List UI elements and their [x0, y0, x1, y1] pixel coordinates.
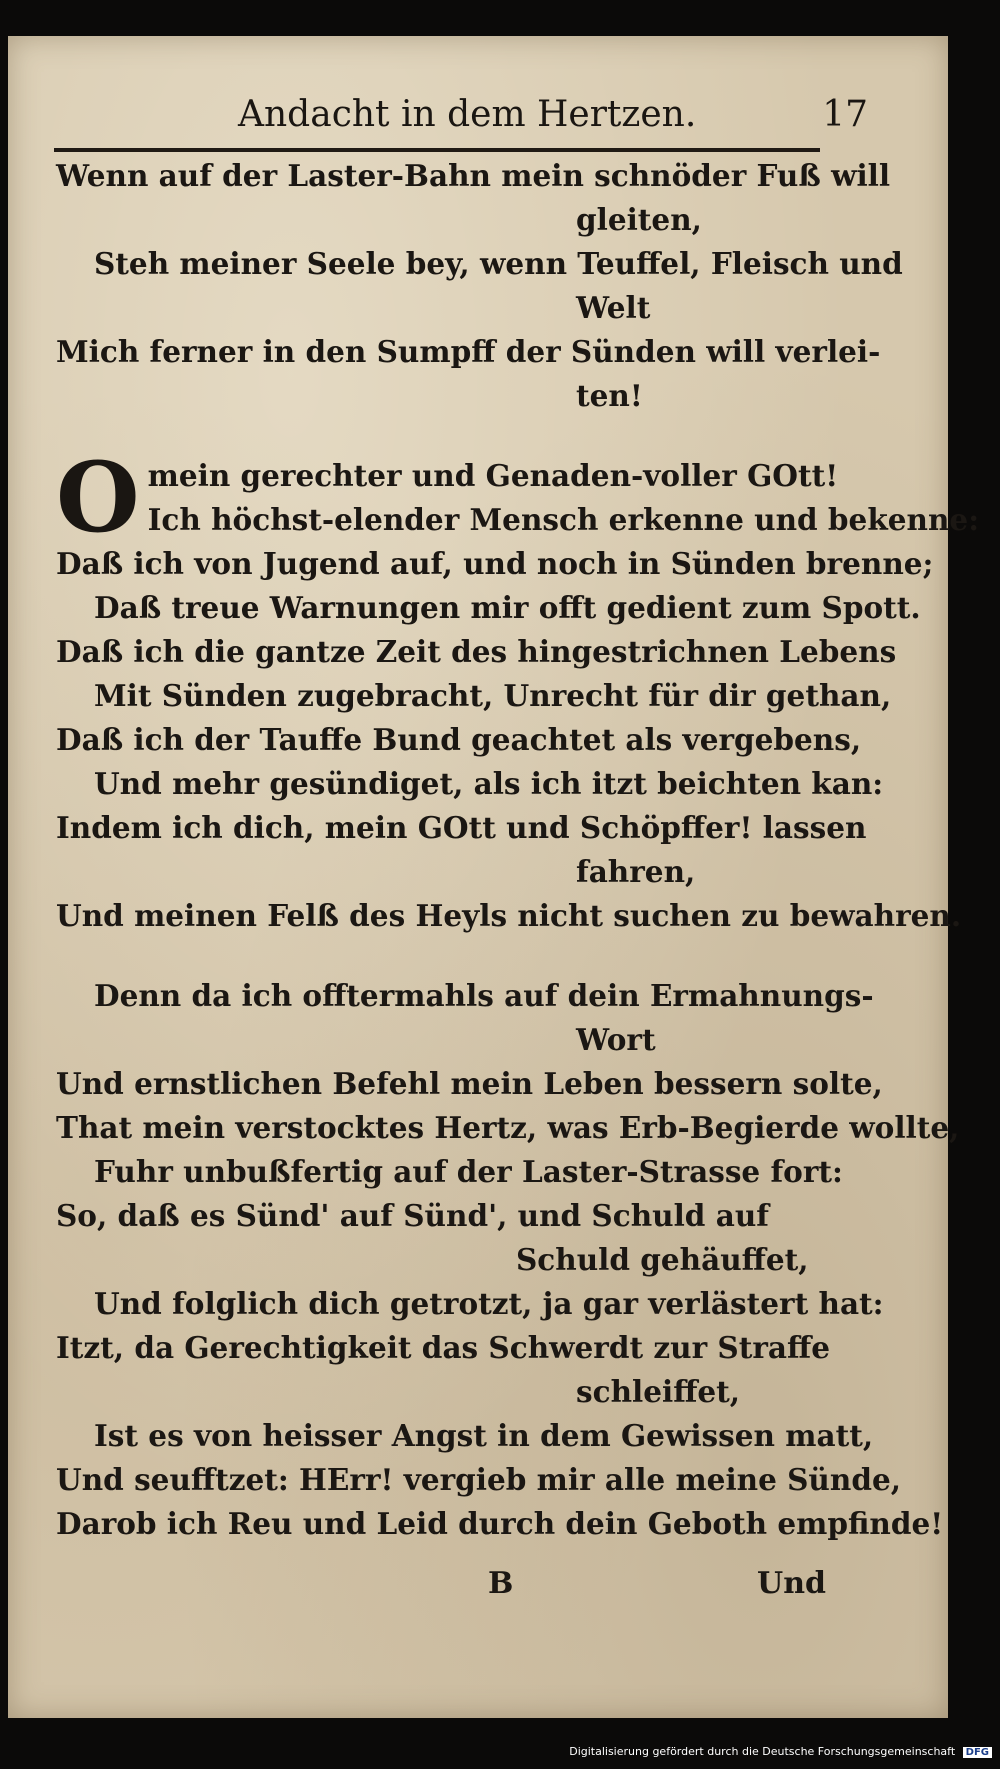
running-title: Andacht in dem Hertzen. — [238, 94, 697, 135]
verse-line: Mich ferner in den Sumpff der Sünden will verlei- — [56, 334, 881, 369]
page-foot — [56, 1566, 846, 1610]
verse-line: Ich höchst-elender Mensch erkenne und bekenne: — [147, 502, 980, 537]
stanza-3 — [56, 974, 960, 1546]
verse-line: Darob ich Reu und Leid durch dein Geboth empfinde! — [56, 1506, 944, 1541]
stanza-2 — [56, 441, 980, 938]
verse-line-turnover: Welt — [576, 290, 651, 325]
verse-line-turnover: gleiten, — [576, 202, 702, 237]
verse-line-turnover: schleiffet, — [576, 1374, 741, 1409]
verse-line-turnover: Wort — [576, 1022, 656, 1057]
verse-line-turnover: ten! — [576, 378, 643, 413]
verse-line: Itzt, da Gerechtigkeit das Schwerdt zur Straffe — [56, 1330, 830, 1365]
digitization-credit — [0, 1745, 1000, 1763]
verse-line: Und mehr gesündiget, als ich itzt beichten kan: — [94, 766, 884, 801]
verse-line: Und ernstlichen Befehl mein Leben bessern solte, — [56, 1066, 883, 1101]
verse-line: Daß ich die gantze Zeit des hingestrichnen Lebens — [56, 634, 897, 669]
verse-line: Fuhr unbußfertig auf der Laster-Strasse fort: — [94, 1154, 843, 1189]
verse-line-turnover: fahren, — [576, 854, 696, 889]
verse-line: Wenn auf der Laster-Bahn mein schnöder Fuß will — [56, 158, 891, 193]
book-page — [8, 36, 980, 1718]
header-rule — [54, 148, 820, 152]
verse-line: Ist es von heisser Angst in dem Gewissen matt, — [94, 1418, 874, 1453]
signature-mark: B — [488, 1566, 514, 1601]
running-head — [58, 94, 868, 150]
verse-line: Daß ich von Jugend auf, und noch in Sünden brenne; — [56, 546, 934, 581]
stanza-1 — [56, 154, 903, 418]
verse-line: Und folglich dich getrotzt, ja gar verlästert hat: — [94, 1286, 884, 1321]
verse-line: Daß ich der Tauffe Bund geachtet als vergebens, — [56, 722, 862, 757]
verse-line: Und seufftzet: HErr! vergieb mir alle meine Sünde, — [56, 1462, 901, 1497]
poem-body — [56, 154, 980, 1582]
verse-line: Indem ich dich, mein GOtt und Schöpffer! lassen — [56, 810, 867, 845]
credit-text: Digitalisierung gefördert durch die Deutsche Forschungsgemeinschaft — [569, 1745, 956, 1758]
verse-line: Mit Sünden zugebracht, Unrecht für dir gethan, — [94, 678, 892, 713]
drop-capital: O — [56, 441, 140, 554]
verse-line-turnover: Schuld gehäuffet, — [516, 1242, 809, 1277]
verse-line: That mein verstocktes Hertz, was Erb-Begierde wollte, — [56, 1110, 960, 1145]
verse-line: So, daß es Sünd' auf Sünd', und Schuld auf — [56, 1198, 769, 1233]
verse-line: Daß treue Warnungen mir offt gedient zum Spott. — [94, 590, 921, 625]
verse-line: mein gerechter und Genaden-voller GOtt! — [147, 458, 839, 493]
verse-line: Und meinen Felß des Heyls nicht suchen zu bewahren. — [56, 898, 962, 933]
dfg-logo: DFG — [963, 1747, 992, 1758]
catchword: Und — [757, 1566, 826, 1601]
page-number: 17 — [822, 94, 868, 135]
verse-line: Steh meiner Seele bey, wenn Teuffel, Fleisch und — [94, 246, 903, 281]
verse-line: Denn da ich offtermahls auf dein Ermahnungs- — [94, 978, 874, 1013]
